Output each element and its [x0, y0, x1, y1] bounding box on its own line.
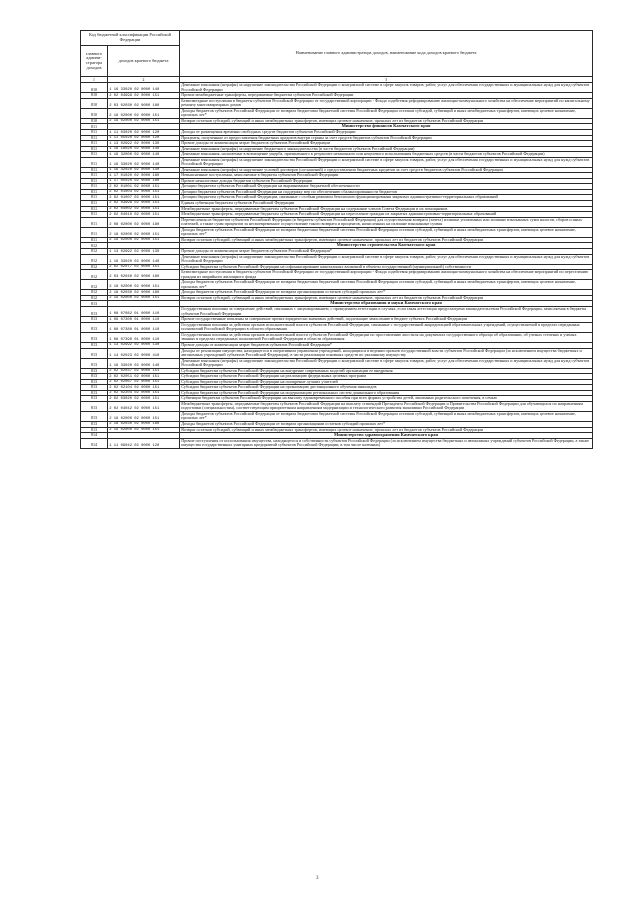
admin-code-cell: 811	[81, 227, 108, 237]
income-name-cell: Дотации бюджетам субъектов Российской Федерации на поддержку мер по обеспечению сбалансированности бюджетов	[180, 189, 593, 195]
admin-code-cell: 810	[81, 108, 108, 118]
income-name-cell: Субвенции бюджетам субъектов Российской Федерации на выплату единовременного пособия при всех формах устройства детей, лишенных родительского попечения, в семью	[180, 396, 593, 402]
admin-code-cell: 811	[81, 237, 108, 243]
admin-code-cell: 813	[81, 368, 108, 374]
admin-code-cell: 811	[81, 206, 108, 212]
table-row	[81, 108, 593, 118]
table-body	[81, 83, 593, 449]
table-row	[81, 254, 593, 264]
column-number: 2	[108, 77, 180, 83]
income-code-cell: 2 18 02000 02 0000 151	[108, 108, 180, 118]
header-name-cell: Наименование главного администратора доходов, наименование кода доходов краевого бюджета	[180, 31, 593, 77]
income-name-cell: Доходы бюджетов субъектов Российской Федерации от возврата организациями остатков субсидий прошлых лет*	[180, 290, 593, 296]
income-code-cell: 1 14 02023 02 0000 410	[108, 348, 180, 358]
income-code-cell: 2 18 02000 02 0000 151	[108, 227, 180, 237]
table-row	[81, 332, 593, 342]
income-name-cell: Денежные взыскания (штрафы) за нарушение законодательства Российской Федерации о контрактной системе в сфере закупок товаров, работ, услуг для обеспечения государственных и муниципальных нужд для нужд субъектов Российской Федерации	[180, 83, 593, 93]
income-code-cell: 1 16 32000 02 0000 140	[108, 152, 180, 158]
admin-code-cell: 812	[81, 264, 108, 270]
income-name-cell: Безвозмездные поступления в бюджеты субъектов Российской Федерации от государственной корпорации - Фонда содействия реформированию жилищно-коммунального хозяйства на обеспечение мероприятий по капитальному ремонту многоквартирных домов	[180, 98, 593, 108]
income-code-cell: 1 08 07380 01 0000 110	[108, 322, 180, 332]
table-row	[81, 217, 593, 227]
income-name-cell: Доходы от реализации имущества, находящегося в оперативном управлении учреждений, находящихся в ведении органов государственной власти субъектов Российской Федерации (за исключением имущества бюджетных и автономных учреждений субъектов Российской Федерации), в части реализации основных средств по указанному имуществу	[180, 348, 593, 358]
income-code-cell: 2 18 02030 02 0000 180	[108, 421, 180, 427]
income-name-cell: Министерство образования и науки Камчатского края	[180, 301, 593, 307]
admin-code-cell: 810	[81, 93, 108, 99]
income-code-cell: 2 03 02030 02 0000 180	[108, 98, 180, 108]
admin-code-cell: 811	[81, 189, 108, 195]
income-name-cell: Министерство здравоохранения Камчатского края	[180, 433, 593, 439]
table-row	[81, 307, 593, 317]
header-income-cell: доходов краевого бюджета	[108, 46, 180, 77]
admin-code-cell: 811	[81, 167, 108, 173]
income-code-cell: 2 02 04999 02 0000 151	[108, 93, 180, 99]
table-row	[81, 98, 593, 108]
admin-code-cell: 812	[81, 270, 108, 280]
admin-code-cell: 813	[81, 396, 108, 402]
income-name-cell: Прочие доходы от компенсации затрат бюджетов субъектов Российской Федерации*	[180, 249, 593, 255]
admin-code-cell: 812	[81, 290, 108, 296]
income-code-cell: 2 02 02077 02 0000 151	[108, 264, 180, 270]
income-code-cell: 2 02 02204 02 0000 151	[108, 390, 180, 396]
header-group-cell: Код бюджетной классификации Российской Федерации	[81, 31, 180, 46]
income-name-cell: Дотации бюджетам субъектов Российской Федерации на выравнивание бюджетной обеспеченности	[180, 184, 593, 190]
income-classification-table	[80, 30, 593, 449]
admin-code-cell: 813	[81, 307, 108, 317]
table-row	[81, 83, 593, 93]
income-name-cell: Субсидии бюджетам субъектов Российской Федерации на поощрение лучших учителей	[180, 379, 593, 385]
admin-code-cell: 811	[81, 141, 108, 147]
admin-code-cell: 812	[81, 243, 108, 249]
admin-code-cell: 813	[81, 358, 108, 368]
income-code-cell: 1 16 42020 02 0000 140	[108, 167, 180, 173]
admin-code-cell: 811	[81, 173, 108, 179]
admin-code-cell: 813	[81, 322, 108, 332]
income-name-cell: Денежные взыскания (штрафы) за нарушение законодательства Российской Федерации о контрактной системе в сфере закупок товаров, работ, услуг для обеспечения государственных и муниципальных нужд для нужд субъектов Российской Федерации	[180, 358, 593, 368]
income-name-cell: Денежные взыскания (штрафы) за нарушение законодательства Российской Федерации о контрактной системе в сфере закупок товаров, работ, услуг для обеспечения государственных и муниципальных нужд для нужд субъектов Российской Федерации	[180, 254, 593, 264]
income-code-cell: 2 02 04010 02 0000 151	[108, 212, 180, 218]
income-name-cell: Доходы бюджетов субъектов Российской Федерации от возврата бюджетами бюджетной системы Российской Федерации остатков субсидий, субвенций и иных межбюджетных трансфертов, имеющих целевое назначение, прошлых лет*	[180, 280, 593, 290]
income-code-cell: 1 16 33020 02 0000 140	[108, 157, 180, 167]
income-name-cell: Прочие межбюджетные трансферты, передаваемые бюджетам субъектов Российской Федерации	[180, 93, 593, 99]
income-name-cell: Денежные взыскания (штрафы) за нарушение законодательства Российской Федерации о контрактной системе в сфере закупок товаров, работ, услуг для обеспечения государственных и муниципальных нужд для нужд субъектов Российской Федерации	[180, 157, 593, 167]
income-code-cell: 1 13 02992 02 0000 130	[108, 249, 180, 255]
income-name-cell: Прочие неналоговые доходы бюджетов субъектов Российской Федерации	[180, 178, 593, 184]
table-row	[81, 322, 593, 332]
admin-code-cell: 810	[81, 98, 108, 108]
income-code-cell: 1 13 02992 02 0000 130	[108, 141, 180, 147]
admin-code-cell: 813	[81, 379, 108, 385]
admin-code-cell: 811	[81, 124, 108, 130]
income-code-cell: 1 16 18020 02 0000 140	[108, 146, 180, 152]
income-code-cell: 2 02 02104 02 0000 151	[108, 385, 180, 391]
admin-code-cell: 811	[81, 178, 108, 184]
income-code-cell: 2 02 03998 02 0000 151	[108, 201, 180, 207]
income-code-cell: 1 16 33020 02 0000 140	[108, 358, 180, 368]
admin-code-cell: 811	[81, 157, 108, 167]
income-name-cell: Министерство финансов Камчатского края	[180, 124, 593, 130]
income-name-cell: Министерство строительства Камчатского края	[180, 243, 593, 249]
income-name-cell: Прочие государственные пошлины за совершение прочих юридически значимых действий, подлежащие зачислению в бюджет субъекта Российской Федерации	[180, 317, 593, 323]
income-code-cell: 1 17 01020 02 0000 180	[108, 173, 180, 179]
admin-code-cell: 813	[81, 348, 108, 358]
income-code-cell: 2 02 02037 02 0000 151	[108, 368, 180, 374]
income-name-cell: Возврат остатков субсидий, субвенций и иных межбюджетных трансфертов, имеющих целевое назначение, прошлых лет из бюджетов субъектов Российской Федерации	[180, 118, 593, 124]
income-code-cell: 2 19 02000 02 0000 151	[108, 118, 180, 124]
admin-code-cell: 813	[81, 421, 108, 427]
admin-code-cell: 813	[81, 390, 108, 396]
table-row	[81, 280, 593, 290]
income-code-cell: 1 13 02992 02 0000 130	[108, 343, 180, 349]
income-code-cell: 2 18 02000 02 0000 151	[108, 280, 180, 290]
income-code-cell: 2 18 02000 02 0000 151	[108, 411, 180, 421]
table-row	[81, 270, 593, 280]
income-code-cell: 2 18 02030 02 0000 180	[108, 290, 180, 296]
admin-code-cell: 811	[81, 135, 108, 141]
income-code-cell: 2 08 02000 02 0000 180	[108, 217, 180, 227]
income-name-cell: Единая субвенция бюджетам субъектов Российской Федерации	[180, 201, 593, 207]
income-name-cell: Субсидии бюджетам субъектов Российской Федерации на софинансирование капитальных вложений в объекты государственной (муниципальной) собственности	[180, 264, 593, 270]
admin-code-cell: 812	[81, 249, 108, 255]
income-name-cell: Денежные взыскания, налагаемые в возмещение ущерба, причиненного в результате незаконного или нецелевого использования бюджетных средств (в части бюджетов субъектов Российской Федерации)	[180, 152, 593, 158]
income-name-cell: Возврат остатков субсидий, субвенций и иных межбюджетных трансфертов, имеющих целевое назначение, прошлых лет из бюджетов субъектов Российской Федерации	[180, 237, 593, 243]
income-code-cell: 1 17 05020 02 0000 180	[108, 178, 180, 184]
income-name-cell: Возврат остатков субсидий, субвенций и иных межбюджетных трансфертов, имеющих целевое назначение, прошлых лет из бюджетов субъектов Российской Федерации	[180, 295, 593, 301]
income-name-cell: Дотации бюджетам субъектов Российской Федерации, связанные с особым режимом безопасного функционирования закрытых административно-территориальных образований	[180, 195, 593, 201]
income-name-cell: Доходы от размещения временно свободных средств бюджетов субъектов Российской Федерации	[180, 130, 593, 136]
income-name-cell: Проценты, полученные от предоставления бюджетных кредитов внутри страны за счет средств бюджетов субъектов Российской Федерации	[180, 135, 593, 141]
income-name-cell: Прочие доходы от компенсации затрат бюджетов субъектов Российской Федерации*	[180, 343, 593, 349]
table-header-row	[81, 31, 593, 46]
admin-code-cell: 811	[81, 152, 108, 158]
income-name-cell: Прочие доходы от компенсации затрат бюджетов субъектов Российской Федерации	[180, 141, 593, 147]
income-name-cell: Доходы бюджетов субъектов Российской Федерации от возврата организациями остатков субсидий прошлых лет*	[180, 421, 593, 427]
admin-code-cell: 813	[81, 332, 108, 342]
column-number: 3	[180, 77, 593, 83]
admin-code-cell: 811	[81, 195, 108, 201]
income-name-cell: Невыясненные поступления, зачисляемые в бюджеты субъектов Российской Федерации	[180, 173, 593, 179]
income-name-cell: Доходы бюджетов субъектов Российской Федерации от возврата бюджетами бюджетной системы Российской Федерации остатков субсидий, субвенций и иных межбюджетных трансфертов, имеющих целевое назначение, прошлых лет*	[180, 227, 593, 237]
income-name-cell: Субсидии бюджетам субъектов Российской Федерации на внедрение современных моделей организации ее внедрения	[180, 368, 593, 374]
income-name-cell: Субсидии бюджетам субъектов Российской Федерации на организацию дистанционного обучения инвалидов	[180, 385, 593, 391]
income-code-cell: 2 03 02040 02 0000 180	[108, 270, 180, 280]
income-name-cell: Возврат остатков субсидий, субвенций и иных межбюджетных трансфертов, имеющих целевое назначение, прошлых лет из бюджетов субъектов Российской Федерации	[180, 427, 593, 433]
admin-code-cell: 810	[81, 118, 108, 124]
income-code-cell: 1 11 05020 02 0000 120	[108, 135, 180, 141]
income-name-cell: Субсидии бюджетам субъектов Российской Федерации на модернизацию региональных систем дошкольного образования	[180, 390, 593, 396]
admin-code-cell: 811	[81, 217, 108, 227]
admin-code-cell: 811	[81, 130, 108, 136]
admin-code-cell: 814	[81, 438, 108, 448]
admin-code-cell: 813	[81, 317, 108, 323]
admin-code-cell: 813	[81, 385, 108, 391]
admin-code-cell: 810	[81, 83, 108, 93]
admin-code-cell: 812	[81, 280, 108, 290]
income-name-cell: Государственная пошлина за совершение действий, связанных с лицензированием, с проведением аттестации в случаях, если такая аттестация предусмотрена законодательством Российской Федерации, зачисляемая в бюджеты субъектов Российской Федерации	[180, 307, 593, 317]
income-code-cell: 2 02 04042 02 0000 151	[108, 401, 180, 411]
income-code-cell: 1 08 07300 01 0000 110	[108, 317, 180, 323]
income-code-cell: 2 02 01007 02 0000 151	[108, 195, 180, 201]
income-code-cell: 1 08 07390 01 0000 110	[108, 332, 180, 342]
table-row	[81, 348, 593, 358]
income-code-cell: 2 02 02051 02 0000 151	[108, 374, 180, 380]
admin-code-cell: 813	[81, 411, 108, 421]
income-name-cell: Доходы бюджетов субъектов Российской Федерации от возврата бюджетами бюджетной системы Российской Федерации остатков субсидий, субвенций и иных межбюджетных трансфертов, имеющих целевое назначение, прошлых лет*	[180, 411, 593, 421]
income-name-cell: Денежные взыскания (штрафы) за нарушение условий договоров (соглашений) о предоставлении бюджетных кредитов за счет средств бюджетов субъектов Российской Федерации	[180, 167, 593, 173]
admin-code-cell: 813	[81, 374, 108, 380]
admin-code-cell: 811	[81, 146, 108, 152]
admin-code-cell: 813	[81, 301, 108, 307]
income-name-cell: Государственная пошлина за действия органов исполнительной власти субъектов Российской Федерации, связанные с государственной аккредитацией образовательных учреждений, осуществляемой в пределах переданных полномочий Российской Федерации в области образования	[180, 322, 593, 332]
admin-code-cell: 814	[81, 433, 108, 439]
income-code-cell: 2 19 02000 02 0000 151	[108, 427, 180, 433]
table-row	[81, 411, 593, 421]
admin-code-cell: 811	[81, 184, 108, 190]
income-name-cell: Доходы бюджетов субъектов Российской Федерации от возврата бюджетами бюджетной системы Российской Федерации остатков субсидий, субвенций и иных межбюджетных трансфертов, имеющих целевое назначение, прошлых лет*	[180, 108, 593, 118]
table-row	[81, 227, 593, 237]
admin-code-cell: 813	[81, 427, 108, 433]
income-name-cell: Субсидии бюджетам субъектов Российской Федерации на реализацию федеральных целевых программ	[180, 374, 593, 380]
income-name-cell: Перечисления из бюджетов субъектов Российской Федерации (в бюджеты субъектов Российской Федерации) для осуществления возврата (зачета) излишне уплаченных или излишне взысканных сумм налогов, сборов и иных платежей, а также сумм процентов за несвоевременное осуществление такого возврата и процентов, начисленных на излишне взысканные суммы	[180, 217, 593, 227]
income-name-cell: Безвозмездные поступления в бюджеты субъектов Российской Федерации от государственной корпорации - Фонда содействия реформированию жилищно-коммунального хозяйства на обеспечение мероприятий по переселению граждан из аварийного жилищного фонда	[180, 270, 593, 280]
income-code-cell: 2 02 04002 02 0000 151	[108, 206, 180, 212]
income-name-cell: Межбюджетные трансферты, передаваемые бюджетам субъектов Российской Федерации на переселение граждан из закрытых административно-территориальных образований	[180, 212, 593, 218]
income-code-cell: 2 19 02000 02 0000 151	[108, 295, 180, 301]
income-name-cell: Межбюджетные трансферты, передаваемые бюджетам субъектов Российской Федерации на содержание членов Совета Федерации и их помощников	[180, 206, 593, 212]
income-name-cell: Межбюджетные трансферты, передаваемые бюджетам субъектов Российской Федерации на выплату стипендий Президента Российской Федерации и Правительства Российской Федерации для обучающихся по направлениям подготовки (специальностям), соответствующим приоритетным направлениям модернизации и технологического развития экономики Российской Федерации	[180, 401, 593, 411]
admin-code-cell: 811	[81, 201, 108, 207]
income-name-cell: Государственная пошлина за действия органов исполнительной власти субъектов Российской Федерации по проставлению апостиля на документах государственного образца об образовании, об ученых степенях и ученых званиях в пределах переданных полномочий Российской Федерации в области образования	[180, 332, 593, 342]
income-code-cell: 2 02 02067 02 0000 151	[108, 379, 180, 385]
income-code-cell: 1 16 33020 02 0000 140	[108, 254, 180, 264]
income-name-cell: Денежные взыскания (штрафы) за нарушение бюджетного законодательства (в части бюджетов субъектов Российской Федерации)	[180, 146, 593, 152]
income-code-cell: 2 19 02000 02 0000 151	[108, 237, 180, 243]
page-number: 3	[316, 876, 319, 881]
income-code-cell: 2 02 01001 02 0000 151	[108, 184, 180, 190]
table-row	[81, 157, 593, 167]
table-row	[81, 358, 593, 368]
table-row	[81, 152, 593, 158]
income-code-cell: 1 08 07082 01 0000 110	[108, 307, 180, 317]
income-code-cell: 2 02 01003 02 0000 151	[108, 189, 180, 195]
table-row	[81, 401, 593, 411]
column-number: 1	[81, 77, 108, 83]
admin-code-cell: 811	[81, 212, 108, 218]
table-row	[81, 438, 593, 448]
income-code-cell: 2 02 03020 02 0000 151	[108, 396, 180, 402]
admin-code-cell: 812	[81, 254, 108, 264]
income-code-cell: 1 11 03020 02 0000 120	[108, 130, 180, 136]
header-admin-cell: главного админи-стратора доходов	[81, 46, 108, 77]
admin-code-cell: 813	[81, 343, 108, 349]
admin-code-cell: 813	[81, 401, 108, 411]
admin-code-cell: 812	[81, 295, 108, 301]
income-code-cell: 1 16 33020 02 0000 140	[108, 83, 180, 93]
income-code-cell: 1 11 09042 02 0000 120	[108, 438, 180, 448]
income-name-cell: Прочие поступления от использования имущества, находящегося в собственности субъектов Российской Федерации (за исключением имущества бюджетных и автономных учреждений субъектов Российской Федерации, а также имущества государственных унитарных предприятий субъектов Российской Федерации, в том числе казенных)	[180, 438, 593, 448]
